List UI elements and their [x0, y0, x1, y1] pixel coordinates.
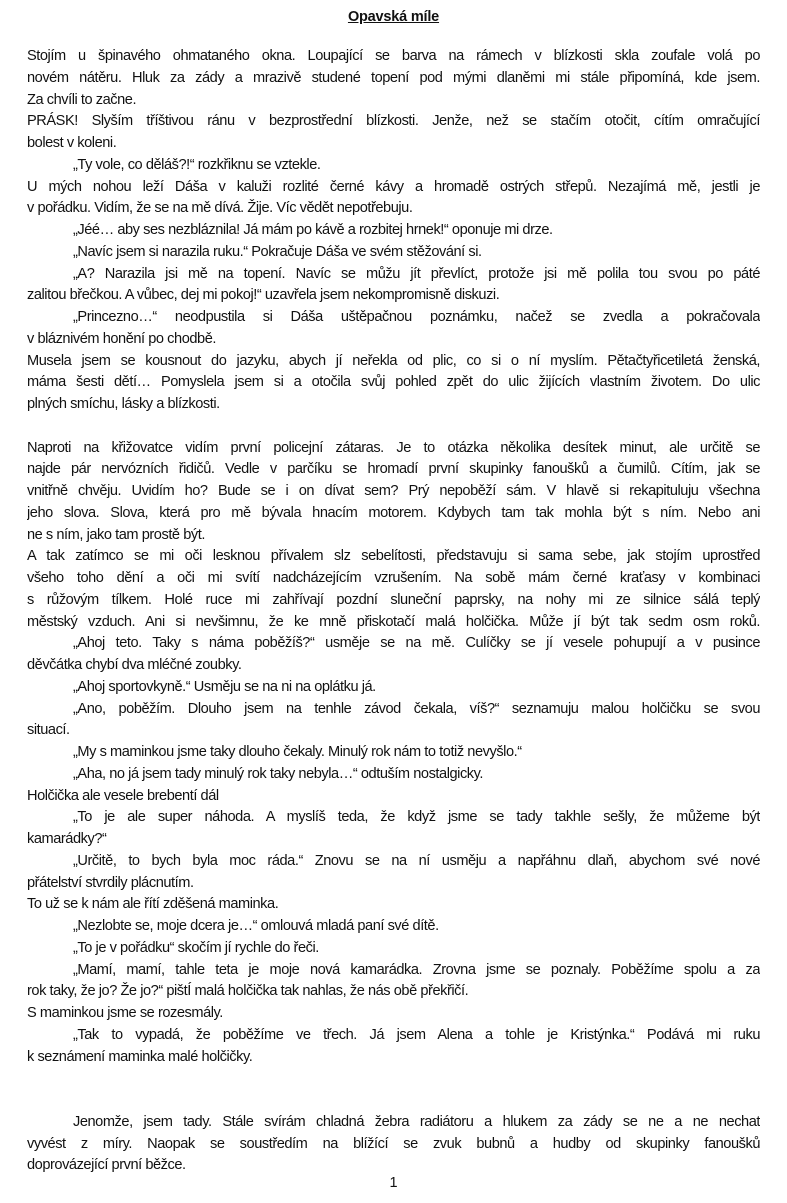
text-line: ne s ním, jako tam prostě být.	[27, 526, 205, 543]
text-line: plných smíchu, lásky a blízkosti.	[27, 396, 220, 412]
text-line: „Ty vole, co děláš?!“ rozkřiknu se vztekle.	[73, 156, 321, 173]
text-line: městský vzduch. Ani si nevšimnu, že ke mně přiskotačí malá holčička. Může jí být tak sedm osm roků.	[27, 613, 760, 630]
page-number: 1	[389, 1175, 398, 1191]
text-line: „Určitě, to bych byla moc ráda.“ Znovu se na ní usměju a napřáhnu dlaň, abychom své nové	[73, 852, 760, 869]
document-title: Opavská míle	[347, 9, 440, 25]
text-line: Za chvíli to začne.	[27, 91, 137, 108]
text-line: S maminkou jsme se rozesmály.	[27, 1005, 223, 1021]
text-line: doprovázející první běžce.	[27, 1157, 186, 1174]
text-line: Jenomže, jsem tady. Stále svírám chladná žebra radiátoru a hlukem za zády se ne a ne nechat	[73, 1113, 760, 1130]
text-line: rok taky, že jo? Že jo?“ pištÍ malá holčička tak nahlas, že nás obě překřičí.	[27, 983, 469, 1000]
blank-line	[27, 1090, 760, 1112]
text-line: To už se k nám ale řítí zděšená maminka.	[27, 896, 279, 913]
text-line: kamarádky?“	[27, 831, 107, 847]
text-line: „Princezno…“ neodpustila si Dáša uštěpačnou poznámku, načež se zvedla a pokračovala	[73, 309, 760, 325]
text-line: v pořádku. Vidím, že se na mě dívá. Žije. Víc vědět nepotřebuju.	[27, 200, 413, 217]
document-body	[27, 46, 760, 1177]
text-line: U mých nohou leží Dáša v kaluži rozlité černé kávy a hromadě ostrých střepů. Nezajímá mě, jestli je	[27, 178, 760, 195]
text-line: najde pár nervózních řidičů. Vedle v parčíku se hromadí první skupinky fanoušků a čumilů. Cítím, jak se	[27, 461, 760, 478]
text-line: „Nezlobte se, moje dcera je…“ omlouvá mladá paní své dítě.	[73, 918, 439, 934]
text-line: Naproti na křižovatce vidím první policejní zátaras. Je to otázka několika desítek minut, ale určitě se	[27, 439, 760, 456]
text-line: v bláznivém honění po chodbě.	[27, 330, 216, 347]
text-line: s růžovým tílkem. Holé ruce mi zahřívají pozdní sluneční paprsky, na nohy mi ze silnice sálá teplý	[27, 591, 760, 608]
text-line: všeho toho dění a oči mi svítí nadcházejícím vzrušením. Na sobě mám černé kraťasy v kombinaci	[27, 570, 760, 586]
text-line: „To je ale super náhoda. A myslíš teda, že když jsme se tady takhle sešly, že můžeme být	[73, 809, 760, 826]
text-line: jeho slova. Slova, která pro mě bývala hnacím motorem. Kdybych tam tak mohla být s ním. Nebo ani	[27, 504, 760, 521]
text-line: vnitřně chvěju. Uvidím ho? Bude se i on dívat sem? Prý nepoběží sám. V hlavě si rekapituluju všechna	[27, 483, 760, 499]
text-line: „To je v pořádku“ skočím jí rychle do řeči.	[73, 939, 319, 956]
text-line: zalitou břečkou. A vůbec, dej mi pokoj!“ uzavřela jsem nekompromisně diskuzi.	[27, 287, 500, 304]
text-line: Holčička ale vesele brebentí dál	[27, 787, 219, 804]
text-line: „Tak to vypadá, že poběžíme ve třech. Já jsem Alena a tohle je Kristýnka.“ Podává mi ruku	[73, 1026, 760, 1043]
text-line: k seznámení maminka malé holčičky.	[27, 1048, 253, 1065]
text-line: „My s maminkou jsme taky dlouho čekaly. Minulý rok nám to totiž nevyšlo.“	[73, 744, 522, 760]
text-line: A tak zatímco se mi oči lesknou přívalem slz sebelítosti, představuju si sama sebe, jak stojím uprostřed	[27, 548, 760, 565]
text-line: přátelství stvrdily plácnutím.	[27, 874, 194, 891]
blank-line	[27, 1068, 760, 1090]
text-line: „Navíc jsem si narazila ruku.“ Pokračuje Dáša ve svém stěžování si.	[73, 243, 482, 260]
text-line: bolest v koleni.	[27, 135, 117, 151]
text-line: Musela jsem se kousnout do jazyku, abych jí neřekla od plic, co si o ní myslím. Pětačtyřicetiletá ženská,	[27, 352, 760, 369]
text-line: „Ano, poběžím. Dlouho jsem na tenhle závod čekala, víš?“ seznamuju malou holčičku se svou	[73, 700, 760, 717]
text-line: PRÁSK! Slyším tříštivou ránu v bezprostřední blízkosti. Jenže, než se stačím otočit, cítím omračující	[27, 113, 760, 130]
text-line: vyvést z míry. Naopak se soustředím na blížící se zvuk bubnů a hudby od skupinky fanoušků	[27, 1135, 760, 1152]
text-line: děvčátka chybí dva mléčné zoubky.	[27, 657, 242, 673]
text-line: „Mamí, mamí, tahle teta je moje nová kamarádka. Zrovna jsme se poznaly. Poběžíme spolu a za	[73, 961, 760, 978]
text-line: novém nátěru. Hluk za zády a mrazivě studené topení pod mými dlaněmi mi stále připomíná, kde jsem.	[27, 69, 760, 86]
blank-line	[27, 416, 760, 438]
text-line: „A? Narazila jsi mě na topení. Navíc se můžu jít převlíct, protože jsi mě polila tou svou po páté	[73, 265, 760, 282]
text-line: „Jéé… aby ses nezbláznila! Já mám po kávě a rozbitej hrnek!“ oponuje mi drze.	[73, 222, 553, 238]
text-line: „Aha, no já jsem tady minulý rok taky nebyla…“ odtuším nostalgicky.	[73, 765, 484, 782]
text-line: „Ahoj sportovkyně.“ Usměju se na ni na oplátku já.	[73, 678, 376, 695]
text-line: „Ahoj teto. Taky s náma poběžíš?“ usměje se na mě. Culíčky se jí vesele pohupují a v pusince	[73, 635, 760, 652]
text-line: situací.	[27, 722, 70, 739]
text-line: máma šesti dětí… Pomyslela jsem si a otočila svůj pohled zpět do ulic žijících vlastním životem. Do ulic	[27, 374, 760, 391]
text-line: Stojím u špinavého ohmataného okna. Loupající se barva na rámech v blízkosti skla zoufale volá po	[27, 48, 760, 64]
